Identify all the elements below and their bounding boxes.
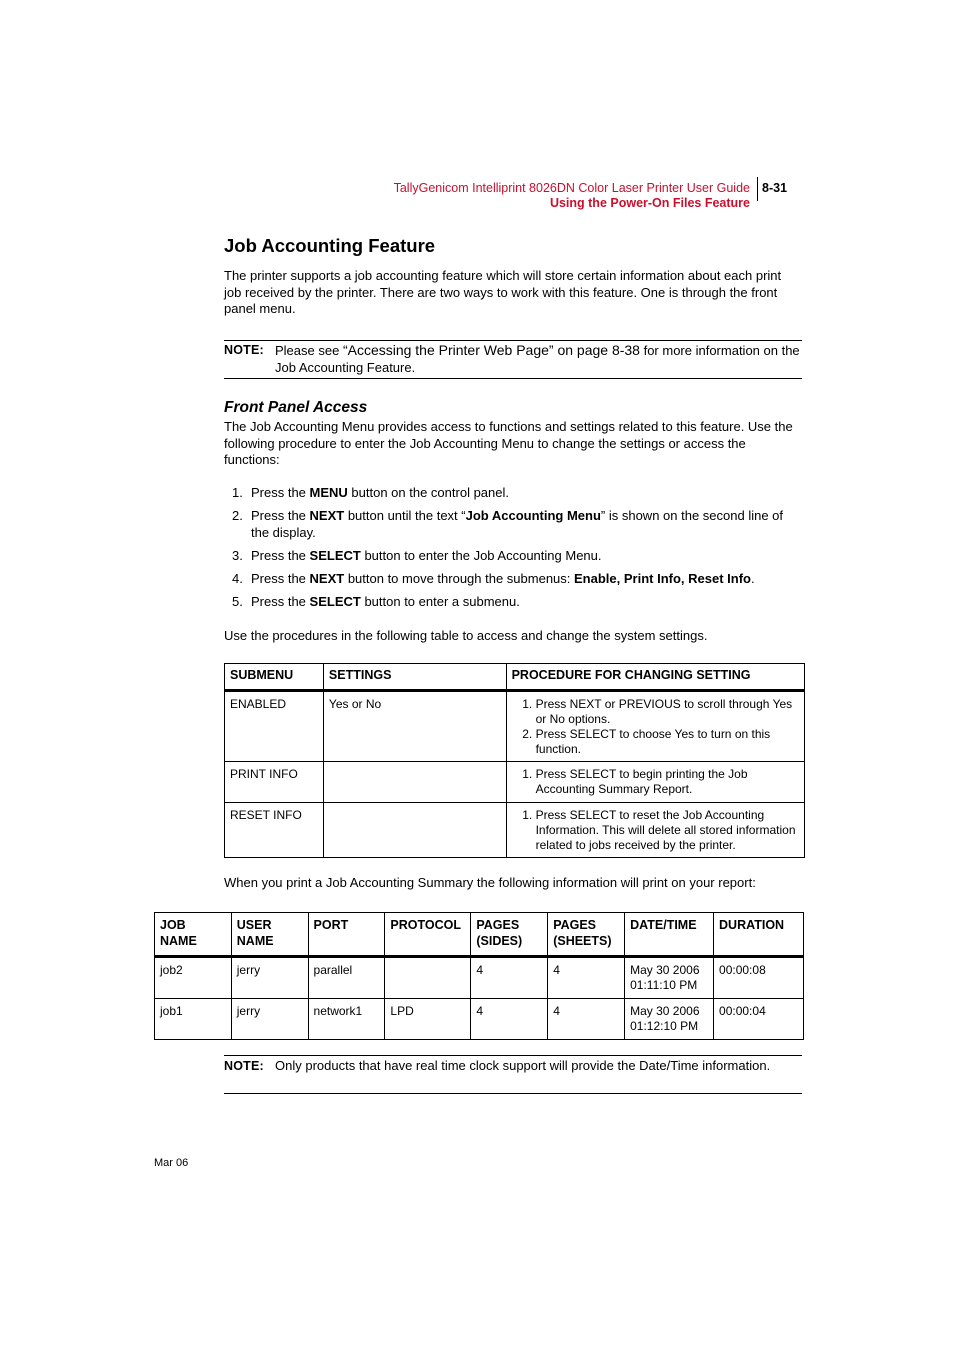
table-row xyxy=(155,999,804,1040)
header-line: USER xyxy=(236,918,272,932)
cell-port: parallel xyxy=(308,957,385,999)
step-bold: NEXT xyxy=(309,571,345,586)
header-line: NAME xyxy=(160,934,197,948)
cell-port: network1 xyxy=(308,999,385,1040)
header-line: DURATION xyxy=(719,918,785,932)
cell-settings xyxy=(323,803,506,858)
cell-procedure xyxy=(506,762,804,803)
cell-sheets: 4 xyxy=(548,999,625,1040)
cell-procedure xyxy=(506,803,804,858)
cell-settings: Yes or No xyxy=(323,691,506,762)
cell-user: jerry xyxy=(231,957,308,999)
step-number: 3. xyxy=(232,548,243,563)
note-label: NOTE: xyxy=(224,1059,264,1073)
intro-paragraph: The printer supports a job accounting feature which will store certain information about each print job received by the printer. There are two ways to work with this feature. One is through the front panel menu. xyxy=(224,268,782,316)
report-intro: When you print a Job Accounting Summary the following information will print on your report: xyxy=(224,875,756,890)
step-text: Press the xyxy=(251,594,310,609)
settings-table xyxy=(224,663,805,858)
running-header-guide-title: TallyGenicom Intelliprint 8026DN Color Laser Printer User Guide xyxy=(393,181,750,195)
table-row xyxy=(225,762,805,803)
step-text: . xyxy=(750,571,755,586)
header-line: DATE/TIME xyxy=(630,918,697,932)
cell-settings xyxy=(323,762,506,803)
cell-sides: 4 xyxy=(471,957,548,999)
cell-date: May 30 2006 xyxy=(630,1004,700,1018)
cell-sheets: 4 xyxy=(548,957,625,999)
procedure-step: 1. Press SELECT to reset the Job Accounting Information. This will delete all stored information related to jobs received by the printer. xyxy=(536,808,799,853)
step-bold: NEXT xyxy=(309,508,345,523)
step-bold: SELECT xyxy=(309,548,361,563)
note-text-after: for more information on the Job Accounting Feature. xyxy=(275,343,800,375)
note-text-before: Please see xyxy=(275,343,343,358)
cell-procedure xyxy=(506,691,804,762)
header-line: PAGES xyxy=(553,918,597,932)
step-item xyxy=(224,484,802,501)
step-number: 2. xyxy=(232,508,243,523)
cell-duration: 00:00:08 xyxy=(714,957,804,999)
table-row xyxy=(225,803,805,858)
note-bottom-rule xyxy=(224,378,802,379)
column-header: PROCEDURE FOR CHANGING SETTING xyxy=(506,664,804,691)
cell-time: 01:12:10 PM xyxy=(630,1019,699,1033)
step-bold: SELECT xyxy=(309,594,361,609)
cell-protocol xyxy=(385,957,471,999)
note-top-rule xyxy=(224,340,802,341)
table-intro: Use the procedures in the following table to access and change the system settings. xyxy=(224,628,708,643)
cell-submenu: RESET INFO xyxy=(225,803,324,858)
running-header-section-title: Using the Power-On Files Feature xyxy=(549,196,750,210)
cell-protocol: LPD xyxy=(385,999,471,1040)
column-header xyxy=(231,913,308,957)
step-item xyxy=(224,547,802,564)
column-header xyxy=(625,913,714,957)
section-heading: Front Panel Access xyxy=(224,399,368,416)
cell-time: 01:11:10 PM xyxy=(630,978,698,992)
step-item xyxy=(224,570,802,587)
header-line: JOB xyxy=(160,918,186,932)
note-text: Only products that have real time clock support will provide the Date/Time information. xyxy=(275,1058,771,1073)
header-line: PAGES xyxy=(476,918,520,932)
procedure-step: 2. Press SELECT to choose Yes to turn on this function. xyxy=(536,727,799,757)
step-bold: Enable, Print Info, Reset Info xyxy=(574,571,751,586)
step-text: button on the control panel. xyxy=(347,485,509,500)
column-header: SETTINGS xyxy=(323,664,506,691)
procedure-steps xyxy=(224,484,802,616)
cell-datetime xyxy=(625,957,714,999)
column-header xyxy=(714,913,804,957)
cell-job: job1 xyxy=(155,999,232,1040)
front-panel-intro: The Job Accounting Menu provides access to functions and settings related to this feature. Use the following procedure to enter the Job Accounting Menu to change the settings or access the functions: xyxy=(224,419,793,467)
cell-submenu: ENABLED xyxy=(225,691,324,762)
step-text: button to move through the submenus: xyxy=(344,571,575,586)
column-header xyxy=(308,913,385,957)
table-row xyxy=(225,691,805,762)
cell-submenu: PRINT INFO xyxy=(225,762,324,803)
step-bold: Job Accounting Menu xyxy=(465,508,601,523)
column-header xyxy=(548,913,625,957)
step-item xyxy=(224,507,802,541)
header-line: PORT xyxy=(313,918,349,932)
step-item xyxy=(224,593,802,610)
step-text: Press the xyxy=(251,508,310,523)
table-header-row xyxy=(155,913,804,957)
footer-date: Mar 06 xyxy=(154,1157,189,1169)
procedure-step: 1. Press SELECT to begin printing the Job Accounting Summary Report. xyxy=(536,767,799,797)
cell-job: job2 xyxy=(155,957,232,999)
cell-duration: 00:00:04 xyxy=(714,999,804,1040)
header-divider xyxy=(757,177,758,201)
cell-sides: 4 xyxy=(471,999,548,1040)
step-number: 1. xyxy=(232,485,243,500)
column-header xyxy=(471,913,548,957)
step-text: button until the text “ xyxy=(344,508,466,523)
table-header-row xyxy=(225,664,805,691)
header-line: PROTOCOL xyxy=(390,918,461,932)
step-text: Press the xyxy=(251,548,310,563)
note-text xyxy=(275,342,800,376)
cell-date: May 30 2006 xyxy=(630,963,700,977)
report-table xyxy=(154,912,804,1040)
step-text: button to enter a submenu. xyxy=(360,594,520,609)
header-line: (SHEETS) xyxy=(553,934,612,948)
note-bottom-rule xyxy=(224,1093,802,1094)
step-text: Press the xyxy=(251,571,310,586)
procedure-step: 1. Press NEXT or PREVIOUS to scroll through Yes or No options. xyxy=(536,697,799,727)
page-title: Job Accounting Feature xyxy=(224,235,436,256)
page-number: 8-31 xyxy=(762,181,788,195)
step-number: 4. xyxy=(232,571,243,586)
column-header: SUBMENU xyxy=(225,664,324,691)
cross-reference-link[interactable]: “Accessing the Printer Web Page” on page 8-38 xyxy=(342,342,640,358)
column-header xyxy=(155,913,232,957)
note-top-rule xyxy=(224,1055,802,1056)
step-text: Press the xyxy=(251,485,310,500)
header-line: (SIDES) xyxy=(476,934,523,948)
step-text: ” is shown on the second line of the display. xyxy=(251,508,784,540)
header-line: NAME xyxy=(236,934,274,948)
step-text: button to enter the Job Accounting Menu. xyxy=(360,548,602,563)
step-bold: MENU xyxy=(309,485,348,500)
step-number: 5. xyxy=(232,594,243,609)
cell-user: jerry xyxy=(231,999,308,1040)
column-header xyxy=(385,913,471,957)
cell-datetime xyxy=(625,999,714,1040)
table-row xyxy=(155,957,804,999)
note-label: NOTE: xyxy=(224,343,264,357)
